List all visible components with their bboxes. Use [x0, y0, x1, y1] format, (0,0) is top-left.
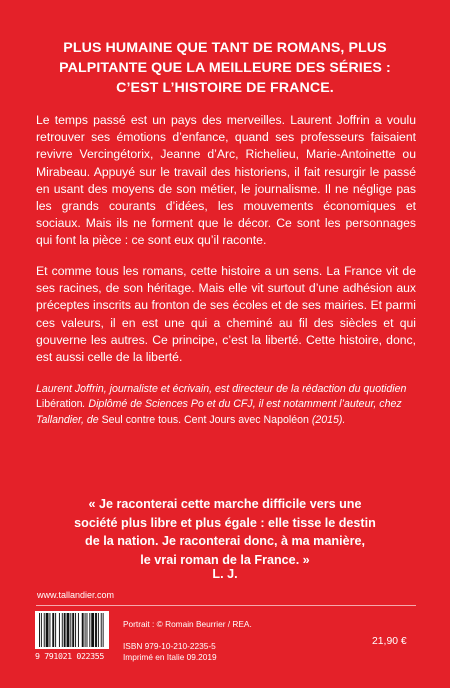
quote-line-4: le vrai roman de la France. »	[140, 552, 310, 567]
publisher-website: www.tallandier.com	[37, 590, 115, 600]
bio-text-italic-1: Laurent Joffrin, journaliste et écrivain, est directeur de la rédaction du quotidien	[36, 383, 407, 395]
quote-line-3: de la nation. Je raconterai donc, à ma manière,	[85, 534, 365, 549]
portrait-credit: Portrait : © Romain Beurrier / REA.	[123, 619, 252, 629]
bio-book-title-1: Seul contre tous	[101, 413, 179, 426]
paragraph-1: Le temps passé est un pays des merveilles. Laurent Joffrin a voulu retrouver ses émotions d’enfance, quand ses professeurs faisaient revivre Vercingétorix, Jeanne d’Arc, Richelieu, Marie-Antoinette ou Mirabeau. Appuyé sur le travail des historiens, il fait resurgir le passé en usant des moyens de son métier, le journalisme. Il ne néglige pas les grands courants d’idées, les mouvements économiques et sociaux. Mais ils ne forment que le décor. Ce sont les personnages qui font la pièce : ce sont eux qu’il raconte.	[36, 113, 416, 248]
barcode	[35, 611, 109, 649]
paragraph-2: Et comme tous les romans, cette histoire a un sens. La France vit de ses racines, de son héritage. Mais elle vit surtout d’une adhésion aux préceptes inscrits au fronton de ses écoles et de ses mairies. Et parmi ces valeurs, il en est une qui a cheminé au fil des siècles et qui gouverne les autres. Ce principe, c’est la liberté. Cette histoire, donc, est aussi celle de la liberté.	[36, 264, 416, 365]
headline-line-2: PALPITANTE QUE LA MEILLEURE DES SÉRIES :	[59, 60, 391, 76]
bio-sep: .	[178, 413, 185, 426]
headline	[40, 38, 410, 98]
print-info: Imprimé en Italie 09.2019	[123, 652, 217, 662]
bio-newspaper: Libération	[36, 398, 83, 411]
barcode-icon	[35, 611, 109, 649]
author-bio	[36, 382, 420, 428]
isbn: ISBN 979-10-210-2235-5	[123, 641, 216, 651]
credits	[123, 619, 252, 663]
quote-line-2: société plus libre et plus égale : elle tisse le destin	[74, 515, 376, 530]
bio-book-title-2: Cent Jours avec Napoléon	[184, 413, 309, 426]
quote-line-1: « Je raconterai cette marche difficile vers une	[88, 497, 362, 511]
bio-year: (2015).	[308, 413, 346, 426]
barcode-number: 9 791021 022355	[35, 651, 104, 661]
headline-line-3: C’EST L’HISTOIRE DE FRANCE.	[116, 80, 334, 96]
divider	[36, 605, 416, 606]
quote-signature: L. J.	[212, 567, 238, 581]
headline-line-1: PLUS HUMAINE QUE TANT DE ROMANS, PLUS	[63, 40, 387, 56]
price: 21,90 €	[372, 636, 407, 647]
bio-text-italic-2: . Diplômé de Sciences Po et du CFJ, il est notamment l’auteur, chez Tallandier, de	[36, 398, 402, 426]
quote	[30, 495, 420, 569]
